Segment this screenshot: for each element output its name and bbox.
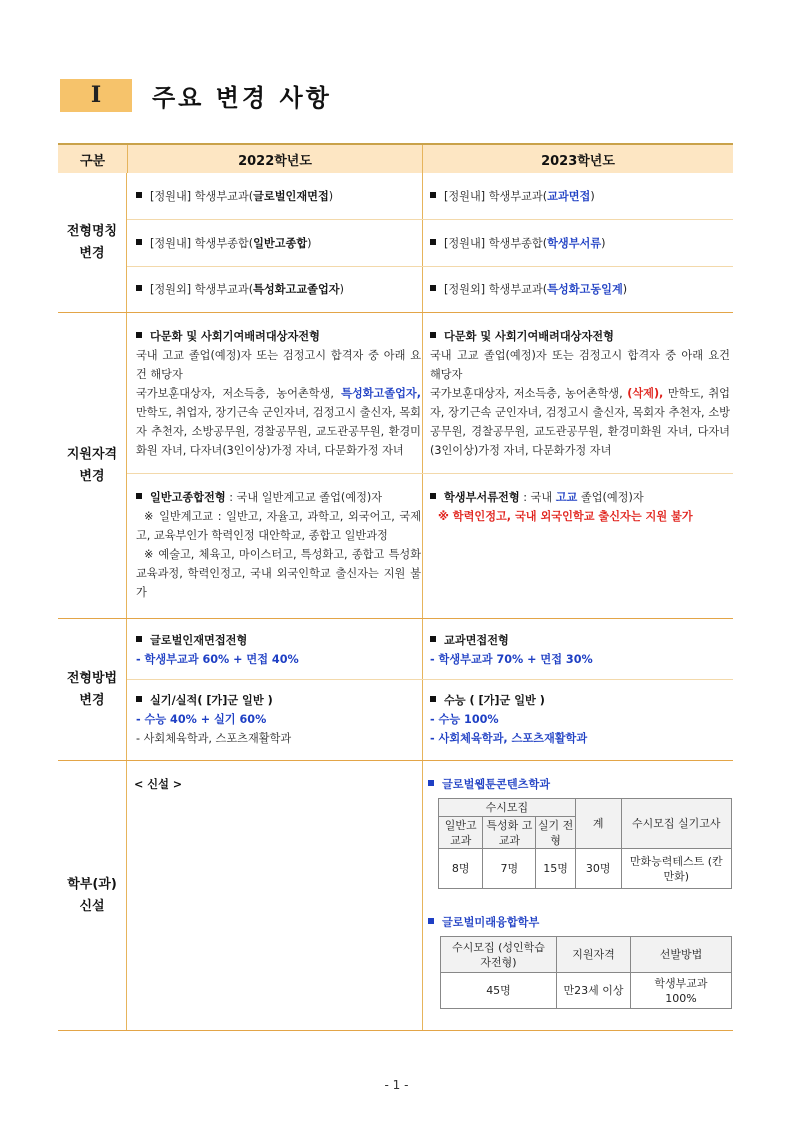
section-heading (60, 78, 332, 112)
eligibility-old-multi: 다문화 및 사회기여배려대상자전형 국내 고교 졸업(예정)자 또는 검정고시 합격자 중 아래 요건 해당자 국가보훈대상자, 저소득층, 농어촌학생, 특성화고졸업자, 만학도, 취업자, 장기근속 군인자녀, 검정고시 출신자, 목회자 추천자, 소방공무원, 경찰공무원, 교도관공무원, 환경미화원 자녀, 다자녀(3인이상)가정 자녀, 다문화가정 자녀 (136, 330, 421, 457)
newdept-section (58, 761, 733, 1031)
naming-old-3: [정원외] 학생부교과(특성화고교졸업자) (136, 280, 421, 299)
naming-new-2: [정원내] 학생부종합(학생부서류) (430, 234, 730, 253)
newdept-label: 학부(과) 신설 (58, 761, 127, 1030)
section-title: 주요 변경 사항 (152, 83, 332, 112)
page-number: - 1 - (384, 1078, 409, 1092)
header-category: 구분 (79, 153, 106, 169)
eligibility-label: 지원자격 변경 (58, 313, 127, 618)
section-number: I (60, 79, 132, 112)
dept1-h-sub-3: 실기 전형 (536, 817, 576, 849)
eligibility-new-general: 학생부서류전형 : 국내 고교 졸업(예정)자 ※ 학력인정고, 국내 외국인학교 출신자는 지원 불가 (430, 488, 730, 526)
dept1-v-2: 7명 (483, 849, 536, 889)
dept1-h-sub-1: 일반고 교과 (439, 817, 483, 849)
dept1-v-exam: 만화능력테스트 (칸 만화) (621, 849, 732, 889)
naming-new-1: [정원내] 학생부교과(교과면접) (430, 187, 730, 206)
method-section (58, 619, 733, 761)
naming-old-2: [정원내] 학생부종합(일반고종합) (136, 234, 421, 253)
dept2-h-1: 수시모집 (성인학습자전형) (441, 937, 557, 973)
naming-new-3: [정원외] 학생부교과(특성화고동일계) (430, 280, 730, 299)
dept1-v-3: 15명 (536, 849, 576, 889)
dept2-table (440, 936, 732, 1009)
eligibility-old-general: 일반고종합전형 : 국내 일반계고교 졸업(예정)자 ※ 일반계고교 : 일반고, 자율고, 과학고, 외국어고, 국제고, 교육부인가 학력인정 대안학교, 종합고 일반과정 ※ 예술고, 체육고, 마이스터고, 특성화고, 종합고 특성화교육과정, 학력인정고, 국내 외국인학교 출신자는 지원 불가 (136, 491, 421, 599)
method-label: 전형방법 변경 (58, 619, 127, 760)
dept1-h-sub-2: 특성화 고교과 (483, 817, 536, 849)
method-old-2: 실기/실적( [가]군 일반 ) - 수능 40% + 실기 60% - 사회체육학과, 스포츠재활학과 (136, 694, 292, 745)
dept1-h-exam: 수시모집 실기고사 (621, 799, 732, 849)
eligibility-section (58, 313, 733, 619)
method-old-1: 글로벌인재면접전형 - 학생부교과 60% + 면접 40% (136, 634, 299, 666)
dept1-v-1: 8명 (439, 849, 483, 889)
naming-section (58, 173, 733, 313)
changes-table (58, 143, 733, 1005)
dept2-h-2: 지원자격 (557, 937, 631, 973)
dept1-block: 글로벌웹툰콘텐츠학과 수시모집 계 수시모집 실기고사 일반고 교과 특성화 고교과 실기 전형 8명 7명 15명 30명 만화능력테스트 (칸 만화) (428, 775, 728, 889)
dept2-v-1: 45명 (441, 973, 557, 1009)
dept2-block: 글로벌미래융합학부 수시모집 (성인학습자전형) 지원자격 선발방법 45명 만23세 이상 학생부교과 100% (428, 913, 728, 1009)
eligibility-new-multi: 다문화 및 사회기여배려대상자전형 국내 고교 졸업(예정)자 또는 검정고시 합격자 중 아래 요건 해당자 국가보훈대상자, 저소득층, 농어촌학생, (삭제), 만학도, 취업자, 장기근속 군인자녀, 검정고시 출신자, 목회자 추천자, 소방공무원, 경찰공무원, 교도관공무원, 환경미화원 자녀, 다자녀(3인이상)가정 자녀, 다문화가정 자녀 (430, 330, 730, 457)
newdept-old-note: < 신설 > (134, 778, 183, 791)
dept2-v-2: 만23세 이상 (557, 973, 631, 1009)
dept1-table (438, 798, 732, 889)
dept1-h-susi: 수시모집 (439, 799, 576, 817)
method-new-2: 수능 ( [가]군 일반 ) - 수능 100% - 사회체육학과, 스포츠재활학과 (430, 694, 588, 745)
dept1-v-total: 30명 (575, 849, 621, 889)
dept1-h-total: 계 (575, 799, 621, 849)
naming-old-1: [정원내] 학생부교과(글로벌인재면접) (136, 187, 421, 206)
dept2-h-3: 선발방법 (631, 937, 732, 973)
naming-label: 전형명칭 변경 (58, 173, 127, 312)
table-header (58, 143, 733, 173)
header-2022: 2022학년도 (127, 145, 422, 173)
method-new-1: 교과면접전형 - 학생부교과 70% + 면접 30% (430, 634, 593, 666)
header-2023: 2023학년도 (422, 145, 733, 173)
dept2-v-3: 학생부교과 100% (631, 973, 732, 1009)
